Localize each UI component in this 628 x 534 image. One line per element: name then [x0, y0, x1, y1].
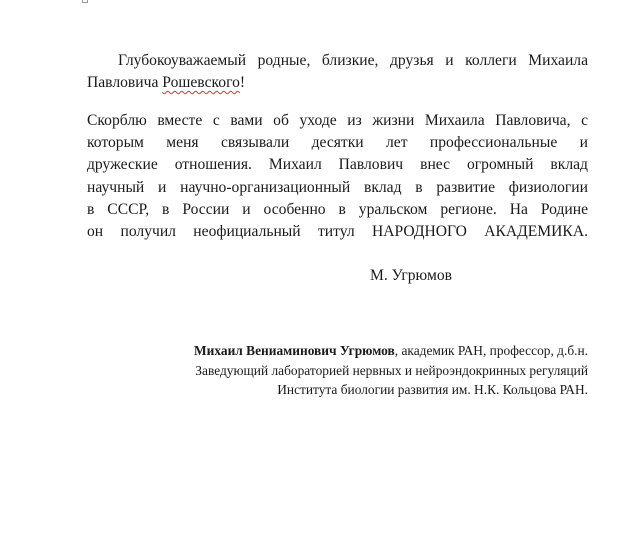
- greeting-exclamation: !: [239, 74, 246, 92]
- greeting-text: Глубокоуважаемый родные, близкие, друзья и коллеги Михаила Павловича: [87, 52, 588, 92]
- signature: М. Угрюмов: [370, 267, 452, 284]
- author-name: Михаил Вениаминович Угрюмов: [194, 343, 395, 358]
- greeting-surname: Рошевского: [162, 74, 240, 92]
- body-line: научный и научно-организационный вклад в развитие физиологии: [87, 178, 588, 196]
- credits-line-position: Заведующий лабораторией нервных и нейроэндокринных регуляций: [195, 362, 588, 378]
- paragraph-mark-icon: [82, 0, 88, 3]
- body-line: он получил неофициальный титул НАРОДНОГО АКАДЕМИКА.: [87, 223, 588, 241]
- author-titles: , академик РАН, профессор, д.б.н.: [394, 343, 588, 358]
- body-line: в СССР, в России и особенно в уральском регионе. На Родине: [87, 200, 588, 218]
- body-line: дружеские отношения. Михаил Павлович внес огромный вклад: [87, 156, 588, 174]
- credits-line-institute: Института биологии развития им. Н.К. Кольцова РАН.: [277, 382, 588, 397]
- credits-line-name: [100, 341, 588, 361]
- greeting-paragraph: [87, 50, 588, 94]
- body-line: Скорблю вместе с вами об уходе из жизни Михаила Павловича, с: [87, 112, 588, 129]
- condolence-paragraph: [87, 110, 588, 243]
- body-line: которым меня связывали десятки лет профессиональные и: [87, 134, 588, 152]
- author-credits: [100, 341, 588, 400]
